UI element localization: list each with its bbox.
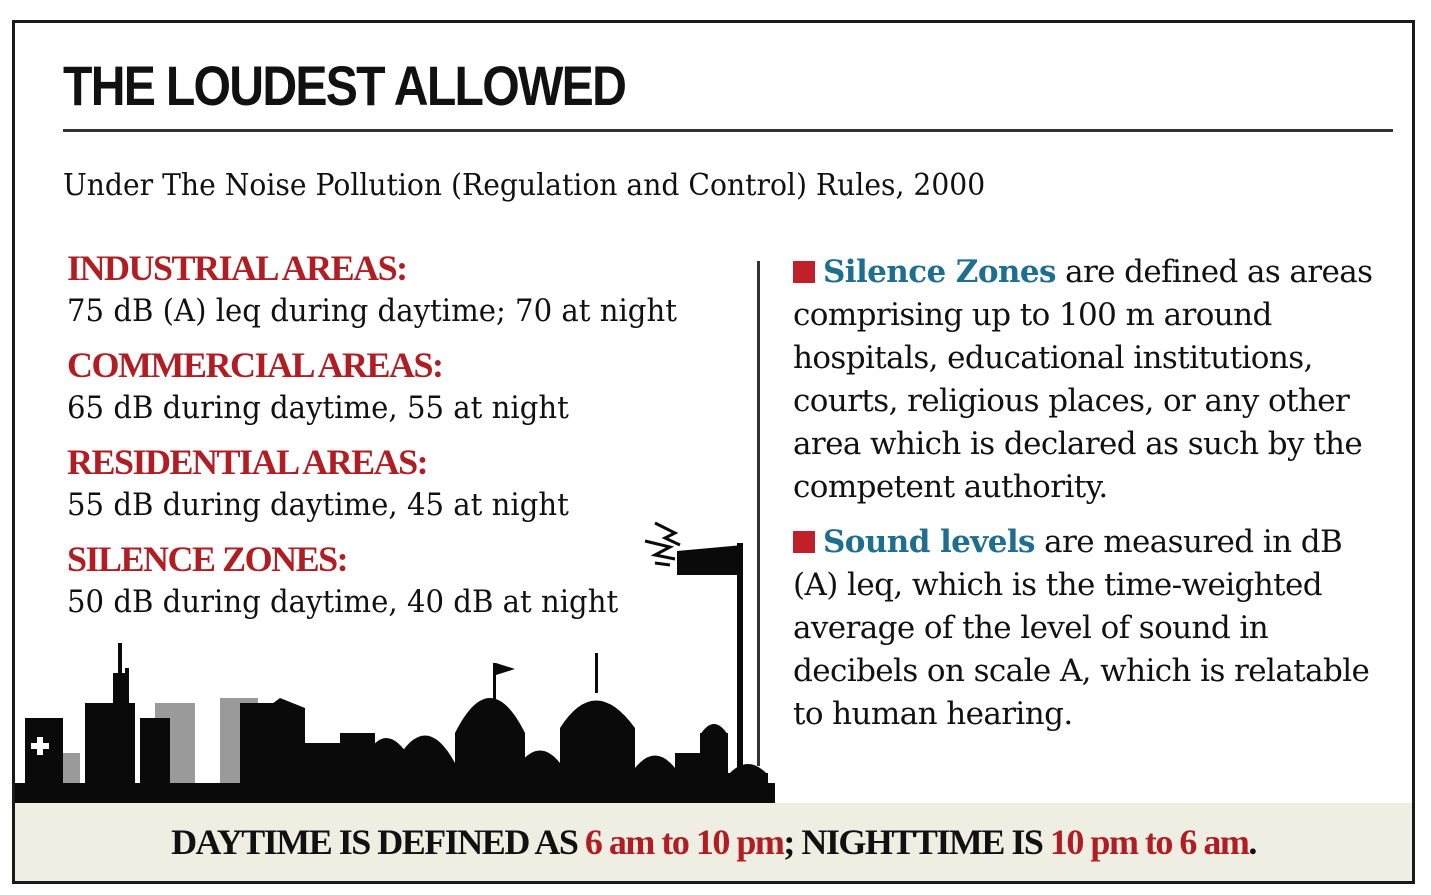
note-sound-levels — [793, 521, 1393, 736]
footer-definition — [15, 803, 1412, 881]
note-lead: Silence Zones — [823, 254, 1056, 290]
footer-text: ; NIGHTTIME IS — [783, 822, 1050, 862]
note-text: are defined as areas comprising up to 100 m around hospitals, educational institutions, courts, religious places, or any other area which is declared as such by the competent authority. — [793, 254, 1373, 505]
note-silence-zones — [793, 251, 1393, 509]
area-heading: RESIDENTIAL AREAS: — [67, 442, 428, 482]
area-commercial — [67, 342, 757, 428]
area-heading: INDUSTRIAL AREAS: — [67, 248, 407, 288]
hospital-cross-icon — [27, 733, 53, 759]
title-rule — [63, 129, 1393, 132]
area-industrial — [67, 245, 757, 331]
red-square-icon — [793, 531, 815, 553]
area-limit: 55 dB during daytime, 45 at night — [67, 487, 569, 523]
daytime-range: 6 am to 10 pm — [584, 822, 784, 862]
note-lead: Sound levels — [823, 524, 1035, 560]
infographic-card — [12, 20, 1415, 884]
subtitle: Under The Noise Pollution (Regulation and Control) Rules, 2000 — [63, 168, 986, 203]
noise-limits-list — [67, 245, 757, 633]
notes-column — [793, 251, 1393, 748]
nighttime-range: 10 pm to 6 am — [1049, 822, 1249, 862]
footer-text: DAYTIME IS DEFINED AS — [171, 822, 585, 862]
area-heading: SILENCE ZONES: — [67, 539, 348, 579]
red-square-icon — [793, 261, 815, 283]
note-text: are measured in dB (A) leq, which is the time-weighted average of the level of sound in decibels on scale A, which is relatable to human hearing. — [793, 524, 1370, 732]
area-limit: 75 dB (A) leq during daytime; 70 at night — [67, 293, 677, 329]
column-divider — [757, 261, 760, 766]
area-silence — [67, 536, 757, 622]
area-heading: COMMERCIAL AREAS: — [67, 345, 443, 385]
page-title: THE LOUDEST ALLOWED — [63, 54, 626, 117]
area-limit: 65 dB during daytime, 55 at night — [67, 390, 569, 426]
area-limit: 50 dB during daytime, 40 dB at night — [67, 584, 619, 620]
area-residential — [67, 439, 757, 525]
footer-text: . — [1248, 822, 1256, 862]
